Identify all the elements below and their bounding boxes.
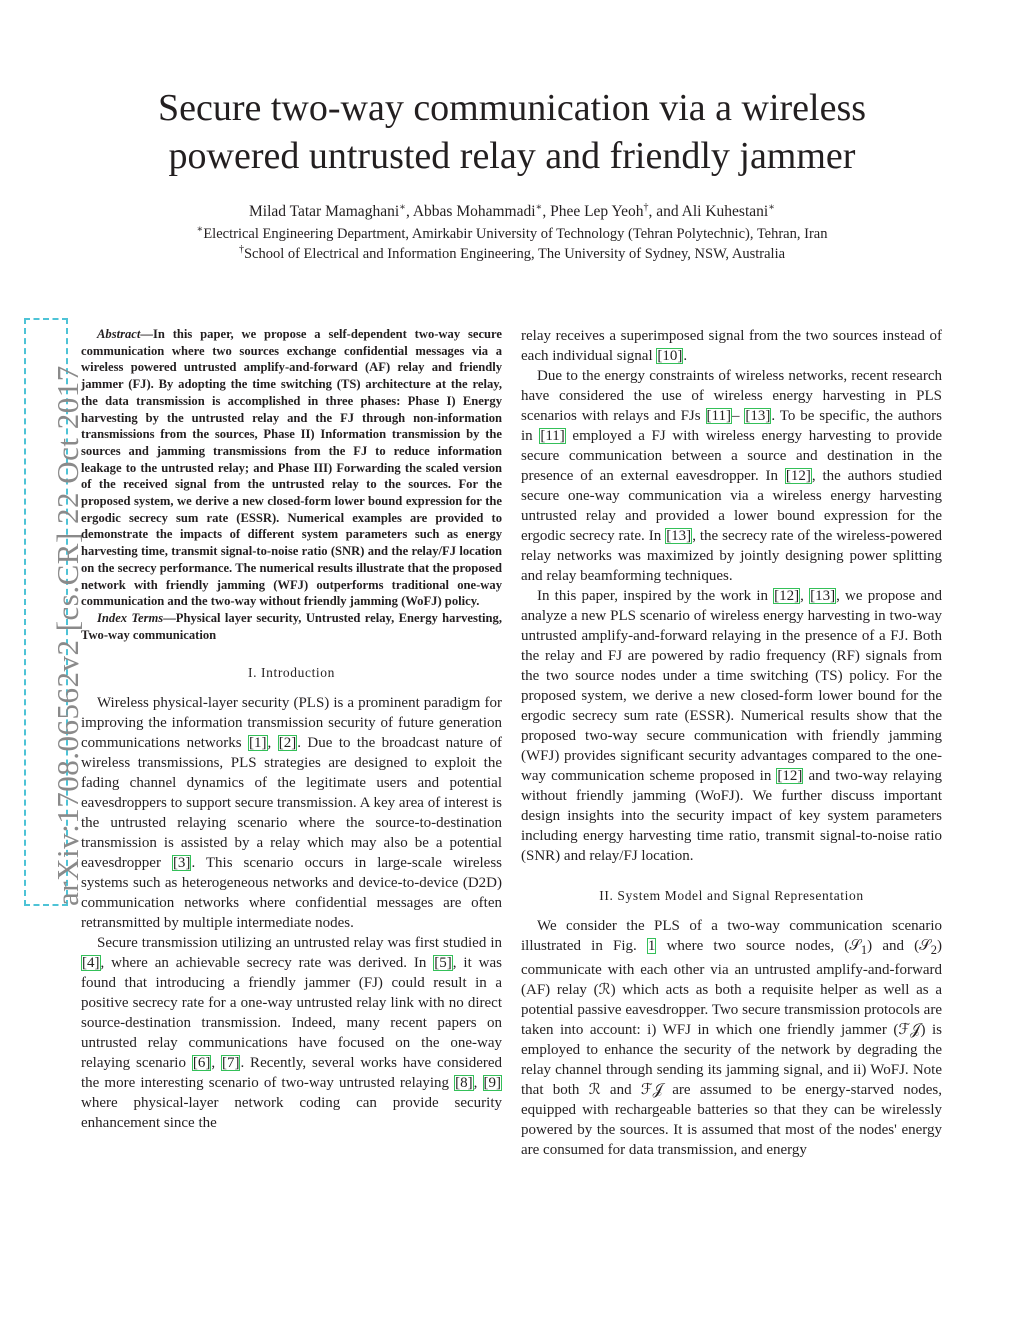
- section-heading-system-model: II. System Model and Signal Representation: [599, 888, 864, 903]
- citation-link[interactable]: [6]: [192, 1055, 211, 1072]
- intro-paragraph-2: [81, 933, 502, 1133]
- affil-mark: ∗: [399, 201, 406, 213]
- citation-link[interactable]: [7]: [221, 1055, 240, 1072]
- affil-mark: ∗: [535, 201, 543, 213]
- citation-link[interactable]: [3]: [172, 855, 191, 872]
- affil-mark: ∗: [768, 201, 775, 213]
- author-3: , Phee Lep Yeoh: [542, 203, 644, 220]
- index-terms-label: Index Terms: [97, 610, 164, 625]
- citation-link[interactable]: [1]: [249, 735, 267, 752]
- abstract-text: —In this paper, we propose a self-dependent two-way secure communication where two sources exchange confidential messages via a wireless powered untrusted amplify-and-forward (AF) relay and friendly jammer (FJ). By adopting the time switching (TS) architecture at the relay, the data transmission is accomplished in three phases: Phase I) Energy harvesting by the untrusted relay and the FJ through non-information transmissions from the sources, Phase II) Information transmission by the sources and jamming transmissions from the FJ to reduce information leakage to the untrusted relay; and Phase III) Forwarding the scaled version of the received signal from the untrusted relay to the sources. For the proposed system, we derive a new closed-form lower bound expression for the ergodic secrecy sum rate (ESSR). Numerical examples are provided to demonstrate the impacts of different system parameters such as energy harvesting time, transmit signal-to-noise ratio (SNR) and the relay/FJ location on the secrecy performance. The numerical results illustrate that the proposed network with friendly jamming (WFJ) outperforms traditional one-way communication and the two-way without friendly jamming (WoFJ) policy.: [81, 327, 502, 609]
- text-run: Wireless physical-layer security (PLS) is a prominent paradigm for improving the information transmission security of future generation communications networks: [81, 695, 502, 752]
- author-list: [0, 202, 1024, 222]
- citation-link[interactable]: [2]: [278, 735, 297, 752]
- section-heading-introduction: I. Introduction: [248, 665, 335, 681]
- arxiv-identifier[interactable]: arXiv:1708.06562v2 [cs.CR] 22 Oct 2017: [50, 365, 85, 906]
- text-run: where two source nodes, (𝒮: [656, 938, 861, 954]
- author-4: , and Ali Kuhestani: [648, 203, 769, 220]
- affiliation-2: [0, 244, 1024, 264]
- abstract: [81, 326, 502, 610]
- intro-paragraph-4: [521, 586, 942, 866]
- citation-link[interactable]: [12]: [785, 468, 811, 484]
- text-run: and two-way relaying without friendly jamming (WoFJ). We further discuss important design insights into the security impact of key system parameters including energy harvesting time ratio, transmit signal-to-noise ratio (SNR) and relay/FJ location.: [521, 768, 942, 864]
- text-run: where physical-layer network coding can provide security enhancement since the: [81, 1095, 502, 1132]
- citation-link[interactable]: [8]: [455, 1075, 473, 1092]
- text-run: relay receives a superimposed signal from the two sources instead of each individual signal: [521, 328, 942, 364]
- intro-paragraph-1: [81, 693, 502, 933]
- affil-mark: ∗: [196, 224, 204, 236]
- text-run: . To be specific, the authors in: [521, 408, 942, 444]
- system-model-paragraph-1: [521, 916, 942, 1160]
- title-line-1: Secure two-way communication via a wireless: [157, 87, 867, 129]
- intro-paragraph-2-continued: [521, 326, 942, 366]
- text-run: ,: [473, 1075, 483, 1092]
- citation-link[interactable]: [13]: [666, 528, 692, 544]
- citation-link[interactable]: [5]: [434, 955, 452, 972]
- text-run: Secure transmission utilizing an untrusted relay was first studied in: [97, 935, 502, 952]
- abstract-label: Abstract: [97, 327, 141, 341]
- text-run: ,: [267, 735, 278, 752]
- text-run: –: [731, 408, 745, 424]
- citation-link[interactable]: [10]: [657, 348, 683, 364]
- citation-link[interactable]: [12]: [774, 588, 800, 604]
- citation-link[interactable]: [13]: [745, 408, 771, 424]
- affil-mark: †: [643, 201, 649, 213]
- right-column: [521, 326, 942, 1160]
- text-run: .: [683, 348, 688, 364]
- index-terms-text: —Physical layer security, Untrusted relay, Energy harvesting, Two-way communication: [81, 610, 502, 642]
- author-2: , Abbas Mohammadi: [405, 203, 536, 220]
- text-run: , we propose and analyze a new PLS scenario of wireless energy harvesting in two-way untrusted amplify-and-forward relaying in the presence of a FJ. Both the relay and FJ are powered by radio frequency (RF) signals from the two source nodes under a time switching (TS) policy. For the proposed system, we derive a new closed-form lower bound for the ergodic secrecy sum rate (ESSR). Numerical results show that the proposed two-way secure communication with friendly jamming (WFJ) provides significant security advantages compared to the one-way communication scheme proposed in: [521, 588, 943, 784]
- affiliation-text: Electrical Engineering Department, Amirkabir University of Technology (Tehran Polytechnic), Tehran, Iran: [203, 226, 828, 242]
- author-1: Milad Tatar Mamaghani: [248, 203, 400, 220]
- text-run: , where an achievable secrecy rate was derived. In: [100, 955, 434, 972]
- affiliation-1: [0, 224, 1024, 244]
- text-run: employed a FJ with wireless energy harvesting to provide secure communication between a source and destination in the presence of an external eavesdropper. In: [521, 428, 942, 484]
- text-run: , the secrecy rate of the wireless-powered relay networks was maximized by jointly designing power splitting and relay beamforming techniques.: [521, 528, 942, 584]
- text-run: We consider the PLS of a two-way communication scenario illustrated in Fig.: [521, 918, 942, 954]
- text-run: . Recently, several works have considered the more interesting scenario of two-way untrusted relaying: [81, 1055, 503, 1092]
- text-run: . Due to the broadcast nature of wireless transmissions, PLS strategies are designed to exploit the fading channel dynamics of the legitimate users and potential eavesdroppers to support secure transmission. A key area of interest is the untrusted relaying scenario where the source-to-destination transmission is assisted by a relay which may also be a potential eavesdropper: [81, 735, 502, 872]
- affiliation-text: School of Electrical and Information Engineering, The University of Sydney, NSW, Australia: [243, 246, 786, 262]
- subscript: 2: [930, 943, 937, 957]
- text-run: , the authors studied secure one-way communication via a wireless energy harvesting untrusted relay and provided a lower bound expression for the ergodic secrecy rate. In: [521, 468, 942, 544]
- title-line-2: powered untrusted relay and friendly jammer: [168, 135, 856, 177]
- intro-paragraph-3: [521, 366, 942, 586]
- citation-link[interactable]: [9]: [483, 1075, 502, 1092]
- paper-title: [0, 84, 1024, 180]
- text-run: ,: [800, 588, 810, 604]
- text-run: Due to the energy constraints of wireless networks, recent research have considered the use of wireless energy harvesting in PLS scenarios with relays and FJs: [521, 368, 942, 424]
- citation-link[interactable]: [11]: [540, 428, 565, 444]
- citation-link[interactable]: [13]: [810, 588, 836, 604]
- citation-link[interactable]: [12]: [777, 768, 803, 784]
- text-run: , it was found that introducing a friendly jammer (FJ) could result in a positive secrecy rate for a one-way untrusted relay link with no direct source-destination transmission. Indeed, many recent papers on untrusted relay communications have focused on the one-way relaying scenario: [81, 955, 502, 1072]
- subscript: 1: [860, 943, 868, 957]
- affil-mark: †: [238, 244, 244, 256]
- text-run: ,: [211, 1055, 221, 1072]
- citation-link[interactable]: [11]: [706, 408, 731, 424]
- text-run: . This scenario occurs in large-scale wireless systems such as heterogeneous networks and device-to-device (D2D) communication networks where confidential messages are often retransmitted by multiple intermediate nodes.: [81, 855, 502, 932]
- left-column: [81, 326, 502, 1133]
- index-terms: [81, 610, 502, 643]
- text-run: ) communicate with each other via an untrusted amplify-and-forward (AF) relay (ℛ) which acts as both a requisite helper as well as a potential passive eavesdropper. Two secure transmission protocols are taken into account: i) WFJ in which one friendly jammer (ℱ𝒥) is employed to enhance the security of the network by degrading the relay channel through sending its jamming signal, and ii) WoFJ. Note that both ℛ and ℱ𝒥 are assumed to be energy-starved nodes, equipped with rechargeable batteries so that they can be wirelessly powered by the sources. It is assumed that most of the nodes' energy are consumed for data transmission, and energy: [521, 938, 942, 1158]
- figure-link[interactable]: 1: [647, 938, 656, 954]
- text-run: ) and (𝒮: [867, 938, 931, 954]
- text-run: In this paper, inspired by the work in: [537, 588, 774, 604]
- citation-link[interactable]: [4]: [82, 955, 100, 972]
